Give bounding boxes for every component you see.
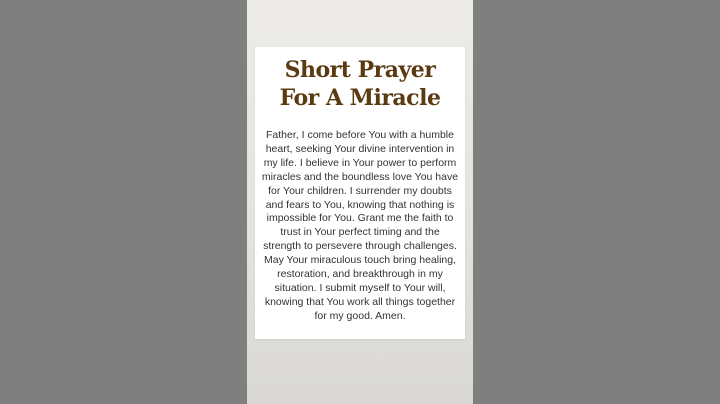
prayer-paragraph-1: Father, I come before You with a humble heart, seeking Your divine intervention in my life. I believe in Your power to perform miracles and the boundless love You have for Your children. I surrender my doubts and fears to You, knowing that nothing is impossible for You. Grant me the faith to trust in Your perfect timing and the strength to persevere through challenges. [261, 129, 459, 253]
title-line-1: Short Prayer [284, 57, 436, 83]
video-frame [247, 0, 473, 404]
prayer-card [255, 47, 465, 339]
title-line-2: For A Miracle [279, 85, 441, 111]
prayer-body [261, 129, 459, 324]
prayer-paragraph-2: May Your miraculous touch bring healing, restoration, and breakthrough in my situation. I submit myself to Your will, knowing that You work all things together for my good. Amen. [263, 254, 457, 322]
prayer-title [255, 47, 465, 112]
